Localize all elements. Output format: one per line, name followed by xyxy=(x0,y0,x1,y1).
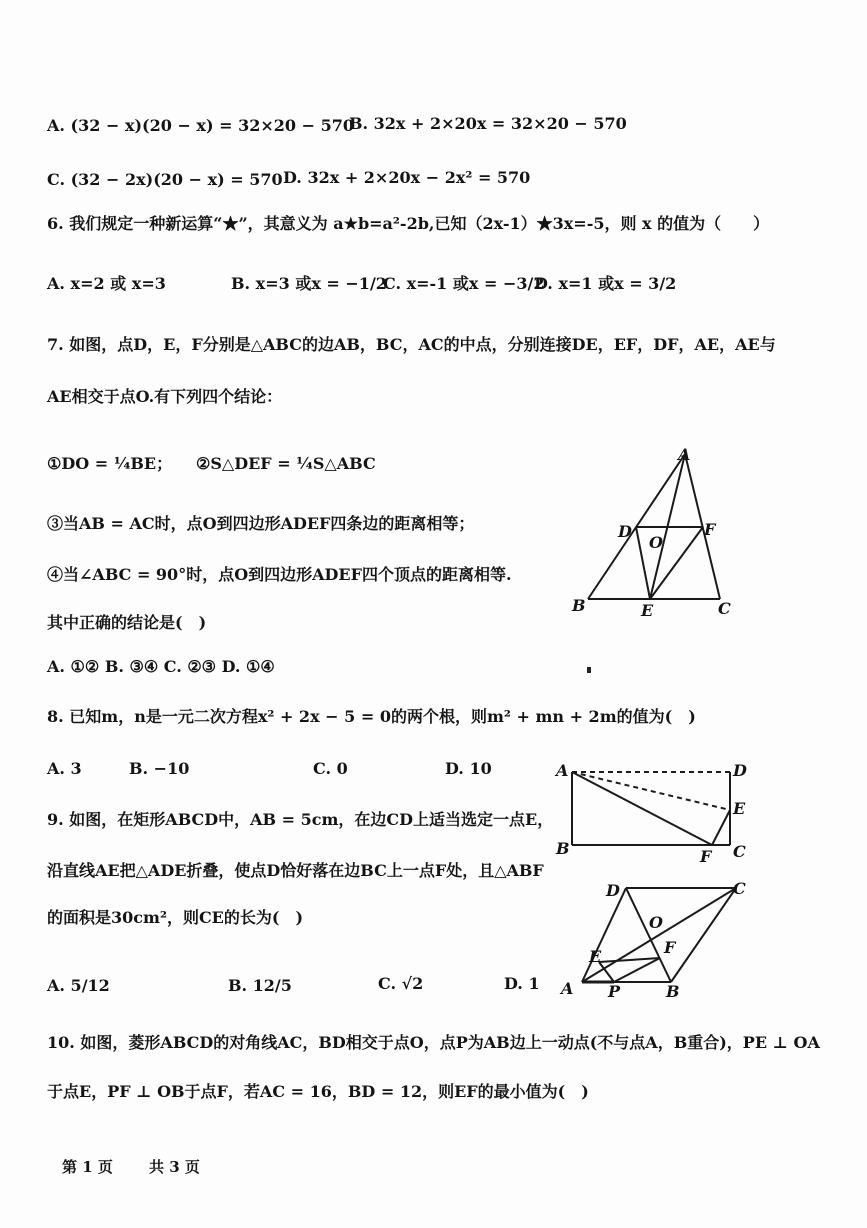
q7-prompt: 其中正确的结论是( ) xyxy=(47,613,207,632)
q7-label-c: C xyxy=(718,599,731,618)
q8-option-c: C. 0 xyxy=(313,759,348,778)
q9-option-d: D. 1 xyxy=(504,974,540,993)
q5-option-c: C. (32 − 2x)(20 − x) = 570 xyxy=(47,170,283,189)
q6-option-a: A. x=2 或 x=3 xyxy=(47,274,166,293)
q10-label-d: D xyxy=(606,881,620,900)
q6-option-c: C. x=-1 或x = −3/2 xyxy=(383,274,545,293)
q9-stem-line1: 9. 如图，在矩形ABCD中，AB = 5cm，在边CD上适当选定一点E， xyxy=(47,810,554,829)
q5-option-d: D. 32x + 2×20x − 2x² = 570 xyxy=(283,168,531,187)
q10-stem-line2: 于点E，PF ⊥ OB于点F，若AC = 16，BD = 12，则EF的最小值为( ) xyxy=(47,1082,589,1101)
q9-label-b: B xyxy=(556,839,570,858)
q9-option-a: A. 5/12 xyxy=(47,976,110,995)
q7-label-o: O xyxy=(649,533,663,552)
q10-label-o: O xyxy=(649,913,663,932)
q7-conclusion-4: ④当∠ABC = 90°时，点O到四边形ADEF四个顶点的距离相等. xyxy=(47,565,512,584)
q7-label-e: E xyxy=(641,601,654,620)
q7-options: A. ①② B. ③④ C. ②③ D. ①④ xyxy=(47,657,275,676)
q10-label-f: F xyxy=(664,938,676,957)
q5-option-a: A. (32 − x)(20 − x) = 32×20 − 570 xyxy=(47,116,354,135)
q7-conclusion-2: ②S△DEF = ¼S△ABC xyxy=(196,454,376,473)
q6-option-d: D. x=1 或x = 3/2 xyxy=(534,274,677,293)
q7-conclusion-3: ③当AB = AC时，点O到四边形ADEF四条边的距离相等； xyxy=(47,514,475,533)
q7-label-d: D xyxy=(618,522,632,541)
q8-option-d: D. 10 xyxy=(445,759,492,778)
q10-label-e: E xyxy=(589,947,602,966)
q9-option-c: C. √2 xyxy=(378,974,424,993)
q10-rhombus-figure xyxy=(556,876,756,1001)
q8-stem: 8. 已知m，n是一元二次方程x² + 2x − 5 = 0的两个根，则m² + mn + 2m的值为( ) xyxy=(47,707,696,726)
q10-label-p: P xyxy=(608,982,621,1001)
q7-conclusion-1: ①DO = ¼BE； xyxy=(47,454,173,473)
q7-stem-line1: 7. 如图，点D，E，F分别是△ABC的边AB，BC，AC的中点，分别连接DE，EF，DF，AE，AE与 xyxy=(47,335,776,354)
q9-stem-line2: 沿直线AE把△ADE折叠，使点D恰好落在边BC上一点F处，且△ABF xyxy=(47,861,544,880)
q10-label-a: A xyxy=(561,979,574,998)
q10-stem-line1: 10. 如图，菱形ABCD的对角线AC，BD相交于点O，点P为AB边上一动点(不与点A，B重合)，PE ⊥ OA xyxy=(47,1033,820,1052)
q9-rectangle-figure xyxy=(552,760,752,865)
q10-label-b: B xyxy=(666,982,680,1001)
q9-label-c: C xyxy=(733,842,746,861)
q6-stem: 6. 我们规定一种新运算“★”，其意义为 a★b=a²-2b,已知（2x-1）★3x=-5，则 x 的值为（ ） xyxy=(47,214,770,233)
q9-label-a: A xyxy=(556,761,569,780)
q8-option-b: B. −10 xyxy=(129,759,190,778)
page-total: 共 3 页 xyxy=(149,1158,200,1176)
q9-stem-line3: 的面积是30cm²，则CE的长为( ) xyxy=(47,908,304,927)
q7-label-a: A xyxy=(678,445,691,464)
page-number: 第 1 页 xyxy=(62,1158,113,1176)
q7-label-f: F xyxy=(704,520,716,539)
q9-label-f: F xyxy=(700,847,712,866)
q6-option-b: B. x=3 或x = −1/2 xyxy=(231,274,387,293)
q10-label-c: C xyxy=(733,879,746,898)
q9-option-b: B. 12/5 xyxy=(228,976,292,995)
q7-stem-line2: AE相交于点O.有下列四个结论： xyxy=(47,387,283,406)
q9-label-d: D xyxy=(733,761,747,780)
scan-speck xyxy=(587,667,591,673)
q8-option-a: A. 3 xyxy=(47,759,82,778)
q7-label-b: B xyxy=(572,596,586,615)
q7-triangle-figure xyxy=(570,446,740,626)
q5-option-b: B. 32x + 2×20x = 32×20 − 570 xyxy=(349,114,627,133)
q9-label-e: E xyxy=(733,799,746,818)
